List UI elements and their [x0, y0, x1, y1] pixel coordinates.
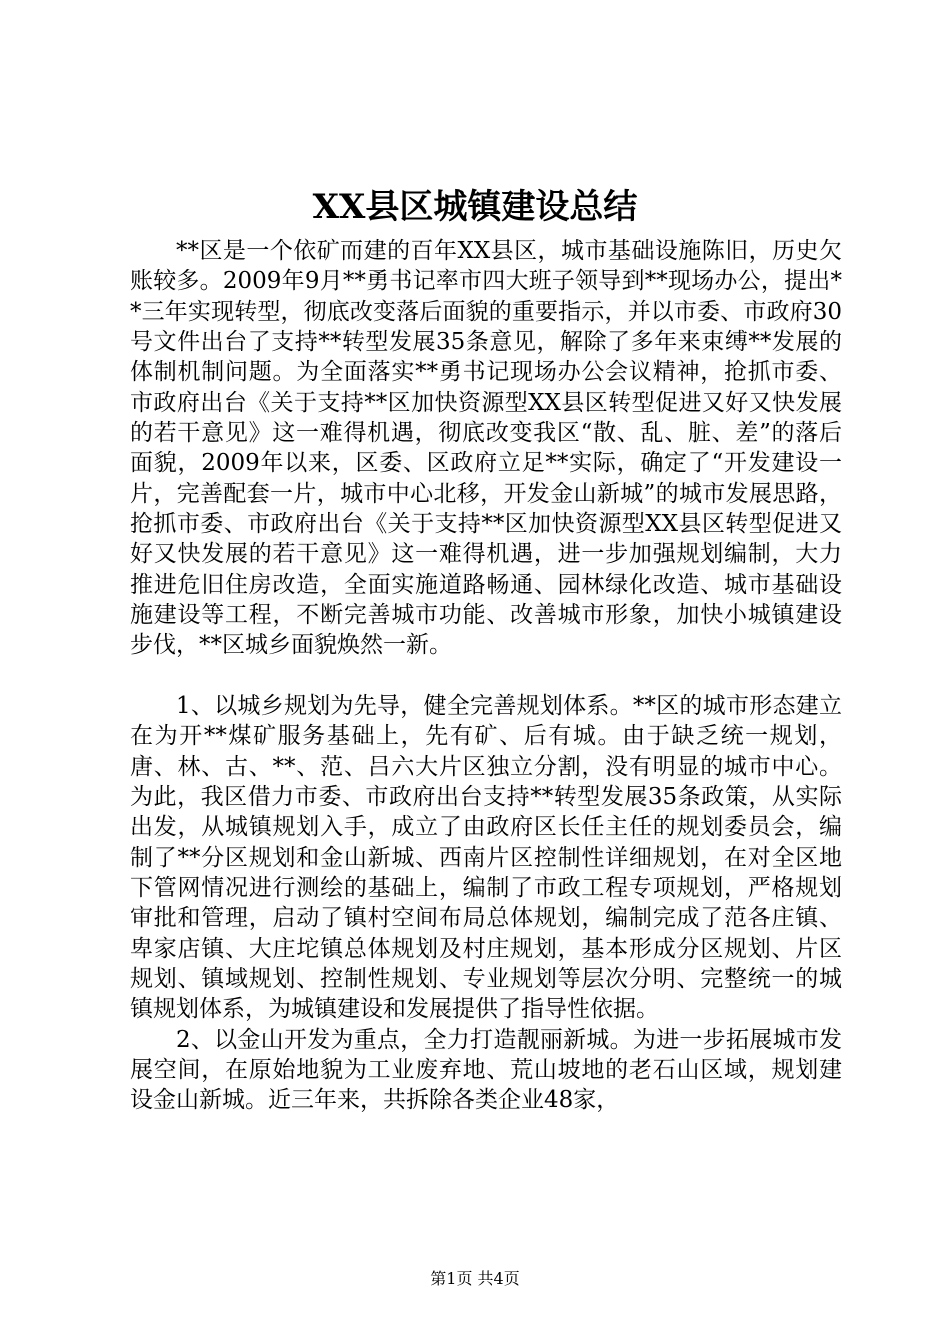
page-footer: [0, 1268, 950, 1290]
page-indicator: 第1页 共4页: [430, 1269, 520, 1288]
document-title: XX县区城镇建设总结: [312, 187, 638, 227]
paragraph-planning: 1、以城乡规划为先导，健全完善规划体系。**区的城市形态建立在为开**煤矿服务基础上，先有矿、后有城。由于缺乏统一规划，唐、林、古、**、范、吕六大片区独立分割，没有明显的城市中心。为此，我区借力市委、市政府出台支持**转型发展35条政策，从实际出发，从城镇规划入手，成立了由政府区长任主任的规划委员会，编制了**分区规划和金山新城、西南片区控制性详细规划，在对全区地下管网情况进行测绘的基础上，编制了市政工程专项规划，严格规划审批和管理，启动了镇村空间布局总体规划，编制完成了范各庄镇、卑家店镇、大庄坨镇总体规划及村庄规划，基本形成分区规划、片区规划、镇域规划、控制性规划、专业规划等层次分明、完整统一的城镇规划体系，为城镇建设和发展提供了指导性依据。: [130, 692, 842, 1023]
document-body: [130, 236, 842, 1116]
paragraph-intro: **区是一个依矿而建的百年XX县区，城市基础设施陈旧，历史欠账较多。2009年9月**勇书记率市四大班子领导到**现场办公，提出**三年实现转型，彻底改变落后面貌的重要指示，并以市委、市政府30号文件出台了支持**转型发展35条意见，解除了多年来束缚**发展的体制机制问题。为全面落实**勇书记现场办公会议精神，抢抓市委、市政府出台《关于支持**区加快资源型XX县区转型促进又好又快发展的若干意见》这一难得机遇，彻底改变我区“散、乱、脏、差”的落后面貌，2009年以来，区委、区政府立足**实际，确定了“开发建设一片，完善配套一片，城市中心北移，开发金山新城”的城市发展思路，抢抓市委、市政府出台《关于支持**区加快资源型XX县区转型促进又好又快发展的若干意见》这一难得机遇，进一步加强规划编制，大力推进危旧住房改造，全面实施道路畅通、园林绿化改造、城市基础设施建设等工程，不断完善城市功能、改善城市形象，加快小城镇建设步伐，**区城乡面貌焕然一新。: [130, 238, 842, 659]
paragraph-jinshan: 2、以金山开发为重点，全力打造靓丽新城。为进一步拓展城市发展空间，在原始地貌为工业废弃地、荒山坡地的老石山区域，规划建设金山新城。近三年来，共拆除各类企业48家，: [130, 1026, 842, 1114]
